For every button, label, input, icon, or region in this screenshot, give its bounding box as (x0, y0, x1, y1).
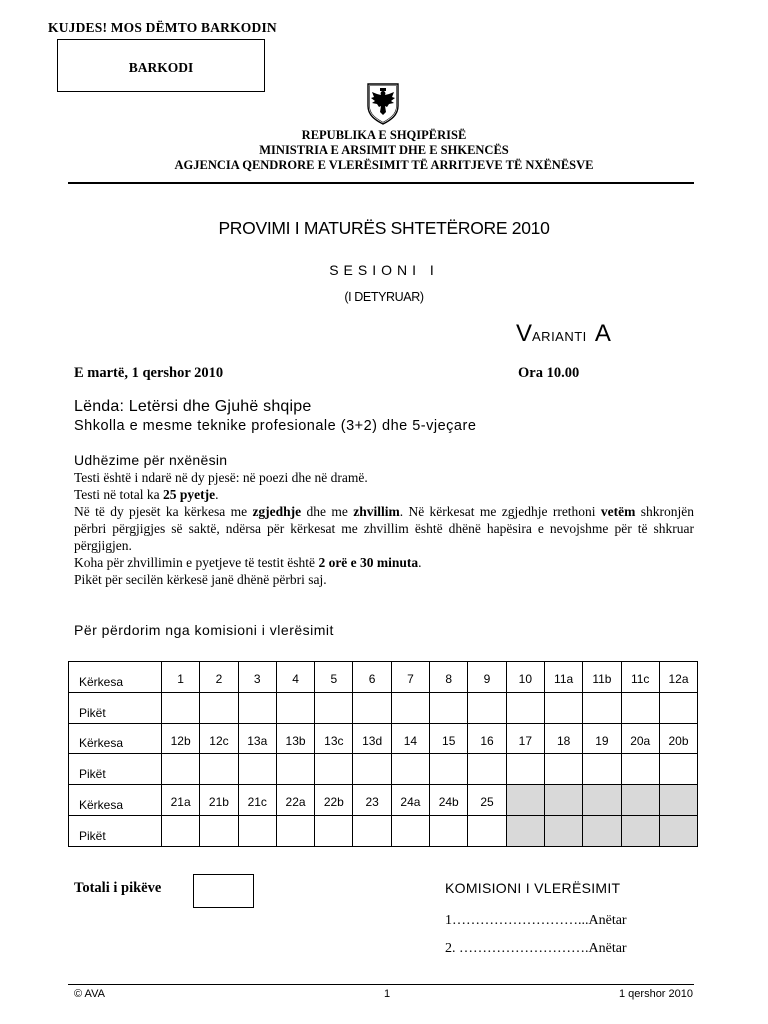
school-line: Shkolla e mesme teknike profesionale (3+2) dhe 5-vjeçare (74, 418, 477, 434)
question-number-cell: 12b (162, 723, 200, 754)
institution-line-3: AGJENCIA QENDRORE E VLERËSIMIT TË ARRITJEVE TË NXËNËSVE (174, 158, 594, 172)
exam-time: Ora 10.00 (518, 365, 580, 381)
points-cell[interactable] (315, 692, 353, 723)
variant-word: ARIANTI (532, 329, 587, 344)
score-table-request-row (69, 662, 698, 693)
points-cell[interactable] (621, 692, 659, 723)
request-row-label: Kërkesa (69, 662, 162, 693)
shaded-cell (621, 785, 659, 816)
question-number-cell: 22b (315, 785, 353, 816)
points-cell[interactable] (391, 815, 429, 846)
instruction-line: Testi është i ndarë në dy pjesë: në poezi dhe në dramë. (74, 470, 368, 485)
question-number-cell: 3 (238, 662, 276, 693)
points-cell[interactable] (276, 692, 314, 723)
question-number-cell: 11b (583, 662, 621, 693)
shaded-cell (583, 815, 621, 846)
points-cell[interactable] (162, 754, 200, 785)
instructions-body (74, 469, 694, 588)
header-divider (68, 182, 694, 184)
question-number-cell: 6 (353, 662, 391, 693)
question-number-cell: 8 (430, 662, 468, 693)
footer-copyright: © AVA (74, 988, 105, 1000)
question-number-cell: 15 (430, 723, 468, 754)
total-points-label: Totali i pikëve (74, 880, 162, 896)
points-cell[interactable] (430, 815, 468, 846)
commission-title: KOMISIONI I VLERËSIMIT (445, 880, 621, 896)
question-number-cell: 9 (468, 662, 506, 693)
shaded-cell (659, 815, 697, 846)
question-number-cell: 21b (200, 785, 238, 816)
points-cell[interactable] (353, 815, 391, 846)
question-number-cell: 13c (315, 723, 353, 754)
points-cell[interactable] (659, 754, 697, 785)
exam-date: E martë, 1 qershor 2010 (74, 365, 224, 381)
question-number-cell: 22a (276, 785, 314, 816)
instruction-line: Në të dy pjesët ka kërkesa me zgjedhje dhe me zhvillim. Në kërkesat me zgjedhje rrethoni vetëm shkronjën përbri përgjigjes së saktë, ndërsa për kërkesat me zhvillim është dhënë hapësira e nevojshme për të shkruar përgjigjen. (74, 504, 695, 553)
points-cell[interactable] (353, 754, 391, 785)
session-label: SESIONI I (329, 262, 439, 278)
points-row-label: Pikët (69, 815, 162, 846)
points-cell[interactable] (162, 815, 200, 846)
points-cell[interactable] (200, 815, 238, 846)
question-number-cell: 24b (430, 785, 468, 816)
points-cell[interactable] (353, 692, 391, 723)
question-number-cell: 13b (276, 723, 314, 754)
instruction-line: Koha për zhvillimin e pyetjeve të testit është 2 orë e 30 minuta. (74, 555, 422, 570)
score-table-points-row (69, 815, 698, 846)
question-number-cell: 13a (238, 723, 276, 754)
institution-line-2: MINISTRIA E ARSIMIT DHE E SHKENCËS (259, 143, 509, 157)
question-number-cell: 11a (544, 662, 582, 693)
question-number-cell: 7 (391, 662, 429, 693)
points-row-label: Pikët (69, 754, 162, 785)
institution-line-1: REPUBLIKA E SHQIPËRISË (301, 128, 467, 142)
points-cell[interactable] (621, 754, 659, 785)
points-cell[interactable] (659, 692, 697, 723)
footer-divider (68, 984, 694, 985)
score-table-request-row (69, 785, 698, 816)
instructions-title: Udhëzime për nxënësin (74, 452, 228, 468)
points-cell[interactable] (238, 692, 276, 723)
points-cell[interactable] (315, 754, 353, 785)
points-cell[interactable] (583, 754, 621, 785)
question-number-cell: 11c (621, 662, 659, 693)
question-number-cell: 19 (583, 723, 621, 754)
points-cell[interactable] (276, 815, 314, 846)
question-number-cell: 10 (506, 662, 544, 693)
request-row-label: Kërkesa (69, 723, 162, 754)
question-number-cell: 14 (391, 723, 429, 754)
points-cell[interactable] (468, 754, 506, 785)
shaded-cell (506, 815, 544, 846)
question-number-cell: 18 (544, 723, 582, 754)
request-row-label: Kërkesa (69, 785, 162, 816)
shaded-cell (506, 785, 544, 816)
points-cell[interactable] (544, 754, 582, 785)
points-cell[interactable] (583, 692, 621, 723)
barcode-warning: KUJDES! MOS DËMTO BARKODIN (48, 20, 277, 35)
shaded-cell (544, 815, 582, 846)
points-cell[interactable] (391, 692, 429, 723)
points-cell[interactable] (391, 754, 429, 785)
score-table-request-row (69, 723, 698, 754)
points-cell[interactable] (468, 815, 506, 846)
question-number-cell: 23 (353, 785, 391, 816)
question-number-cell: 5 (315, 662, 353, 693)
points-cell[interactable] (276, 754, 314, 785)
question-number-cell: 24a (391, 785, 429, 816)
question-number-cell: 20a (621, 723, 659, 754)
variant-initial: V (516, 320, 533, 347)
shaded-cell (659, 785, 697, 816)
committee-use-label: Për përdorim nga komisioni i vlerësimit (74, 622, 334, 638)
points-cell[interactable] (162, 692, 200, 723)
footer-date: 1 qershor 2010 (619, 988, 693, 1000)
points-cell[interactable] (506, 754, 544, 785)
total-points-box[interactable] (193, 874, 254, 908)
exam-title: PROVIMI I MATURËS SHTETËRORE 2010 (218, 218, 550, 238)
page-number: 1 (384, 988, 391, 1000)
variant-label (516, 320, 611, 348)
points-cell[interactable] (238, 754, 276, 785)
question-number-cell: 12a (659, 662, 697, 693)
points-cell[interactable] (200, 754, 238, 785)
commission-member-2: 2. ……………………….Anëtar (445, 941, 627, 956)
points-cell[interactable] (430, 754, 468, 785)
instruction-line: Testi në total ka 25 pyetje. (74, 487, 219, 502)
points-cell[interactable] (506, 692, 544, 723)
question-number-cell: 17 (506, 723, 544, 754)
shaded-cell (544, 785, 582, 816)
score-table-points-row (69, 754, 698, 785)
variant-letter: A (594, 320, 611, 347)
shaded-cell (583, 785, 621, 816)
barcode-label: BARKODI (128, 60, 194, 75)
coat-of-arms-icon (360, 80, 406, 126)
question-number-cell: 2 (200, 662, 238, 693)
instruction-line: Pikët për secilën kërkesë janë dhënë përbri saj. (74, 572, 327, 587)
points-cell[interactable] (544, 692, 582, 723)
subject-line: Lënda: Letërsi dhe Gjuhë shqipe (74, 398, 312, 415)
score-table (68, 661, 698, 847)
question-number-cell: 16 (468, 723, 506, 754)
question-number-cell: 21c (238, 785, 276, 816)
points-cell[interactable] (315, 815, 353, 846)
shaded-cell (621, 815, 659, 846)
points-cell[interactable] (430, 692, 468, 723)
question-number-cell: 1 (162, 662, 200, 693)
points-cell[interactable] (468, 692, 506, 723)
question-number-cell: 20b (659, 723, 697, 754)
points-row-label: Pikët (69, 692, 162, 723)
question-number-cell: 21a (162, 785, 200, 816)
score-table-points-row (69, 692, 698, 723)
question-number-cell: 25 (468, 785, 506, 816)
points-cell[interactable] (238, 815, 276, 846)
points-cell[interactable] (200, 692, 238, 723)
question-number-cell: 12c (200, 723, 238, 754)
mandatory-label: (I DETYRUAR) (344, 290, 424, 304)
question-number-cell: 13d (353, 723, 391, 754)
question-number-cell: 4 (276, 662, 314, 693)
commission-member-1: 1………………………...Anëtar (445, 913, 627, 928)
